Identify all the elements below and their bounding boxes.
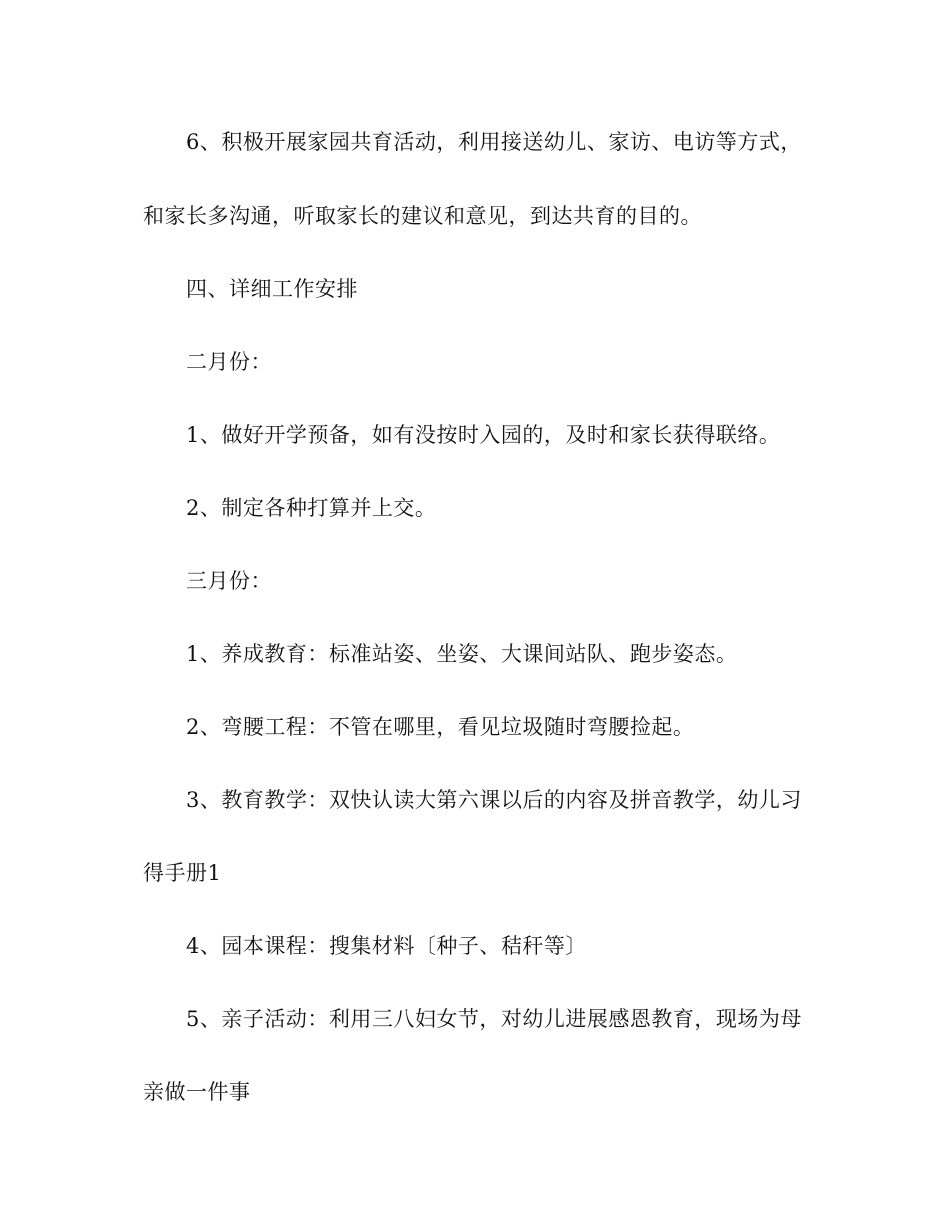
month-heading-march: 三月份： [186, 569, 272, 593]
march-item-5-line-1: 5、亲子活动：利用三八妇女节，对幼儿进展感恩教育，现场为母 [186, 1007, 802, 1031]
march-item-3-line-1: 3、教育教学：双快认读大第六课以后的内容及拼音教学，幼儿习 [186, 788, 802, 812]
march-item-4: 4、园本课程：搜集材料〔种子、秸秆等〕 [186, 934, 587, 958]
section-heading-schedule: 四、详细工作安排 [186, 277, 358, 301]
march-item-2: 2、弯腰工程：不管在哪里，看见垃圾随时弯腰捡起。 [186, 715, 695, 739]
march-item-5-line-2: 亲做一件事 [143, 1080, 251, 1104]
february-item-1: 1、做好开学预备，如有没按时入园的，及时和家长获得联络。 [186, 423, 781, 447]
march-item-3-line-2: 得手册1 [143, 861, 222, 885]
paragraph-6-line-2: 和家长多沟通，听取家长的建议和意见，到达共育的目的。 [143, 204, 702, 228]
paragraph-6-line-1: 6、积极开展家园共育活动，利用接送幼儿、家访、电访等方式， [186, 130, 802, 154]
month-heading-february: 二月份： [186, 350, 272, 374]
february-item-2: 2、制定各种打算并上交。 [186, 496, 437, 520]
march-item-1: 1、养成教育：标准站姿、坐姿、大课间站队、跑步姿态。 [186, 642, 738, 666]
